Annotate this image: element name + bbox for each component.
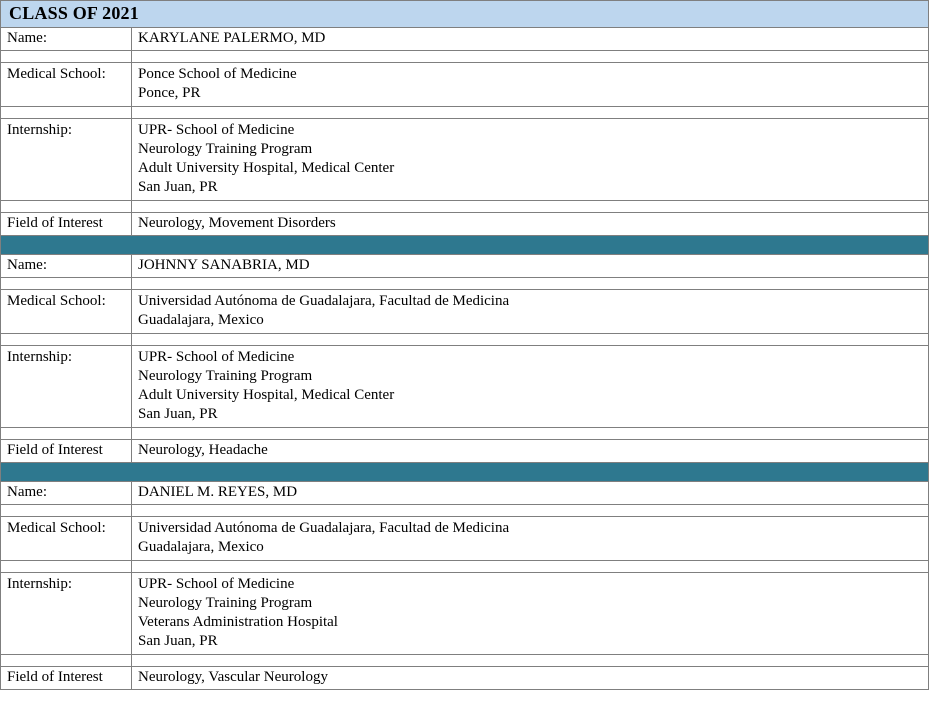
- internship-line: Neurology Training Program: [138, 368, 313, 384]
- internship-line: San Juan, PR: [138, 406, 218, 422]
- internship-line: San Juan, PR: [138, 633, 218, 649]
- internship-line: Adult University Hospital, Medical Center: [138, 387, 395, 403]
- label-name: Name:: [1, 28, 132, 50]
- spacer-row: [1, 334, 928, 346]
- internship-line: UPR- School of Medicine: [138, 122, 295, 138]
- table-row: [1, 290, 928, 334]
- spacer-value-cell: [132, 51, 928, 62]
- spacer-value-cell: [132, 278, 928, 289]
- spacer-label-cell: [1, 51, 132, 62]
- spacer-value-cell: [132, 428, 928, 439]
- spacer-row: [1, 561, 928, 573]
- spacer-label-cell: [1, 428, 132, 439]
- label-medical-school: Medical School:: [1, 63, 132, 106]
- internship-line: San Juan, PR: [138, 179, 218, 195]
- label-medical-school: Medical School:: [1, 517, 132, 560]
- page-title: CLASS OF 2021: [9, 3, 139, 23]
- label-field-of-interest: Field of Interest: [1, 440, 132, 462]
- spacer-value-cell: [132, 655, 928, 666]
- table-row: [1, 63, 928, 107]
- spacer-label-cell: [1, 561, 132, 572]
- internship-line: Veterans Administration Hospital: [138, 614, 338, 630]
- label-name: Name:: [1, 482, 132, 504]
- spacer-label-cell: [1, 505, 132, 516]
- table-row: [1, 573, 928, 655]
- value-field-of-interest: Neurology, Headache: [138, 442, 268, 458]
- value-name: DANIEL M. REYES, MD: [138, 484, 298, 500]
- value-medical-school: [132, 63, 928, 106]
- table-row: [1, 667, 928, 690]
- spacer-value-cell: [132, 334, 928, 345]
- value-medical-school: [132, 517, 928, 560]
- table-title-row: [1, 1, 928, 28]
- medical-school-line: Universidad Autónoma de Guadalajara, Facultad de Medicina: [138, 293, 510, 309]
- label-internship: Internship:: [1, 573, 132, 654]
- value-internship: [132, 119, 928, 200]
- table-row: [1, 482, 928, 505]
- medical-school-line: Ponce, PR: [138, 85, 201, 101]
- spacer-value-cell: [132, 505, 928, 516]
- table-row: [1, 517, 928, 561]
- internship-line: Neurology Training Program: [138, 141, 313, 157]
- label-field-of-interest: Field of Interest: [1, 667, 132, 689]
- value-name: KARYLANE PALERMO, MD: [138, 30, 326, 46]
- spacer-row: [1, 428, 928, 440]
- medical-school-line: Ponce School of Medicine: [138, 66, 297, 82]
- section-divider-band: [1, 236, 928, 255]
- spacer-label-cell: [1, 278, 132, 289]
- medical-school-line: Guadalajara, Mexico: [138, 539, 264, 555]
- value-name: JOHNNY SANABRIA, MD: [138, 257, 310, 273]
- label-internship: Internship:: [1, 119, 132, 200]
- spacer-row: [1, 107, 928, 119]
- label-name: Name:: [1, 255, 132, 277]
- medical-school-line: Guadalajara, Mexico: [138, 312, 264, 328]
- internship-line: UPR- School of Medicine: [138, 349, 295, 365]
- spacer-row: [1, 201, 928, 213]
- table-row: [1, 255, 928, 278]
- table-row: [1, 213, 928, 236]
- spacer-label-cell: [1, 107, 132, 118]
- spacer-value-cell: [132, 201, 928, 212]
- label-field-of-interest: Field of Interest: [1, 213, 132, 235]
- spacer-row: [1, 505, 928, 517]
- medical-school-line: Universidad Autónoma de Guadalajara, Facultad de Medicina: [138, 520, 510, 536]
- internship-line: UPR- School of Medicine: [138, 576, 295, 592]
- spacer-label-cell: [1, 655, 132, 666]
- spacer-row: [1, 51, 928, 63]
- spacer-value-cell: [132, 561, 928, 572]
- label-medical-school: Medical School:: [1, 290, 132, 333]
- spacer-row: [1, 655, 928, 667]
- spacer-row: [1, 278, 928, 290]
- table-row: [1, 346, 928, 428]
- section-divider-band: [1, 463, 928, 482]
- value-field-of-interest: Neurology, Vascular Neurology: [138, 669, 328, 685]
- table-row: [1, 440, 928, 463]
- table-row: [1, 119, 928, 201]
- internship-line: Adult University Hospital, Medical Center: [138, 160, 395, 176]
- value-internship: [132, 573, 928, 654]
- spacer-label-cell: [1, 201, 132, 212]
- table-row: [1, 28, 928, 51]
- value-field-of-interest: Neurology, Movement Disorders: [138, 215, 336, 231]
- value-internship: [132, 346, 928, 427]
- internship-line: Neurology Training Program: [138, 595, 313, 611]
- spacer-value-cell: [132, 107, 928, 118]
- value-medical-school: [132, 290, 928, 333]
- spacer-label-cell: [1, 334, 132, 345]
- label-internship: Internship:: [1, 346, 132, 427]
